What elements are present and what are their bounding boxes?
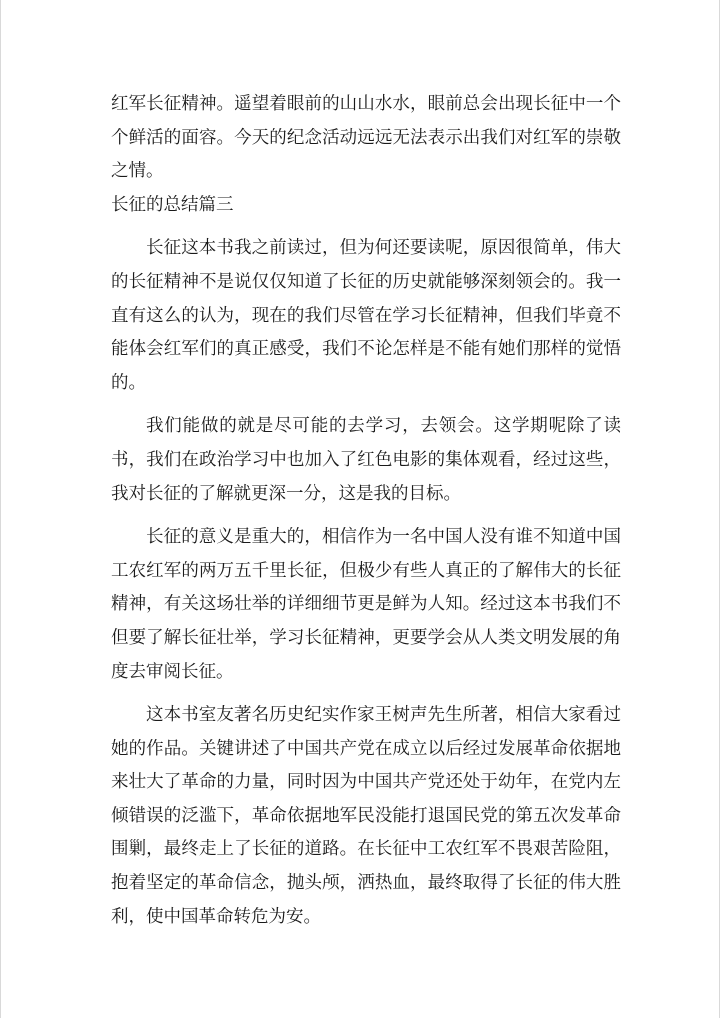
paragraph: 我们能做的就是尽可能的去学习，去领会。这学期呢除了读书，我们在政治学习中也加入了红色电影的集体观看，经过这些，我对长征的了解就更深一分，这是我的目标。 — [111, 416, 621, 504]
paragraph-intro: 红军长征精神。遥望着眼前的山山水水，眼前总会出现长征中一个个鲜活的面容。今天的纪念活动远远无法表示出我们对红军的崇敬之情。 — [111, 94, 621, 182]
paragraph: 这本书室友著名历史纪实作家王树声先生所著，相信大家看过她的作品。关键讲述了中国共产党在成立以后经过发展革命依据地来壮大了革命的力量，同时因为中国共产党还处于幼年，在党内左倾错误的泛滥下，革命依据地军民没能打退国民党的第五次发革命围剿，最终走上了长征的道路。在长征中工农红军不畏艰苦险阻，抱着坚定的革命信念，抛头颅，洒热血，最终取得了长征的伟大胜利，使中国革命转危为安。 — [111, 705, 621, 927]
section-heading: 长征的总结篇三 — [111, 194, 234, 215]
paragraph: 长征这本书我之前读过，但为何还要读呢，原因很简单，伟大的长征精神不是说仅仅知道了长征的历史就能够深刻领会的。我一直有这么的认为，现在的我们尽管在学习长征精神，但我们毕竟不能体会红军们的真正感受，我们不论怎样是不能有她们那样的觉悟的。 — [111, 238, 621, 393]
document-body — [111, 88, 621, 944]
paragraph: 长征的意义是重大的，相信作为一名中国人没有谁不知道中国工农红军的两万五千里长征，但极少有些人真正的了解伟大的长征精神，有关这场壮举的详细细节更是鲜为人知。经过这本书我们不但要了解长征壮举，学习长征精神，更要学会从人类文明发展的角度去审阅长征。 — [111, 527, 621, 682]
